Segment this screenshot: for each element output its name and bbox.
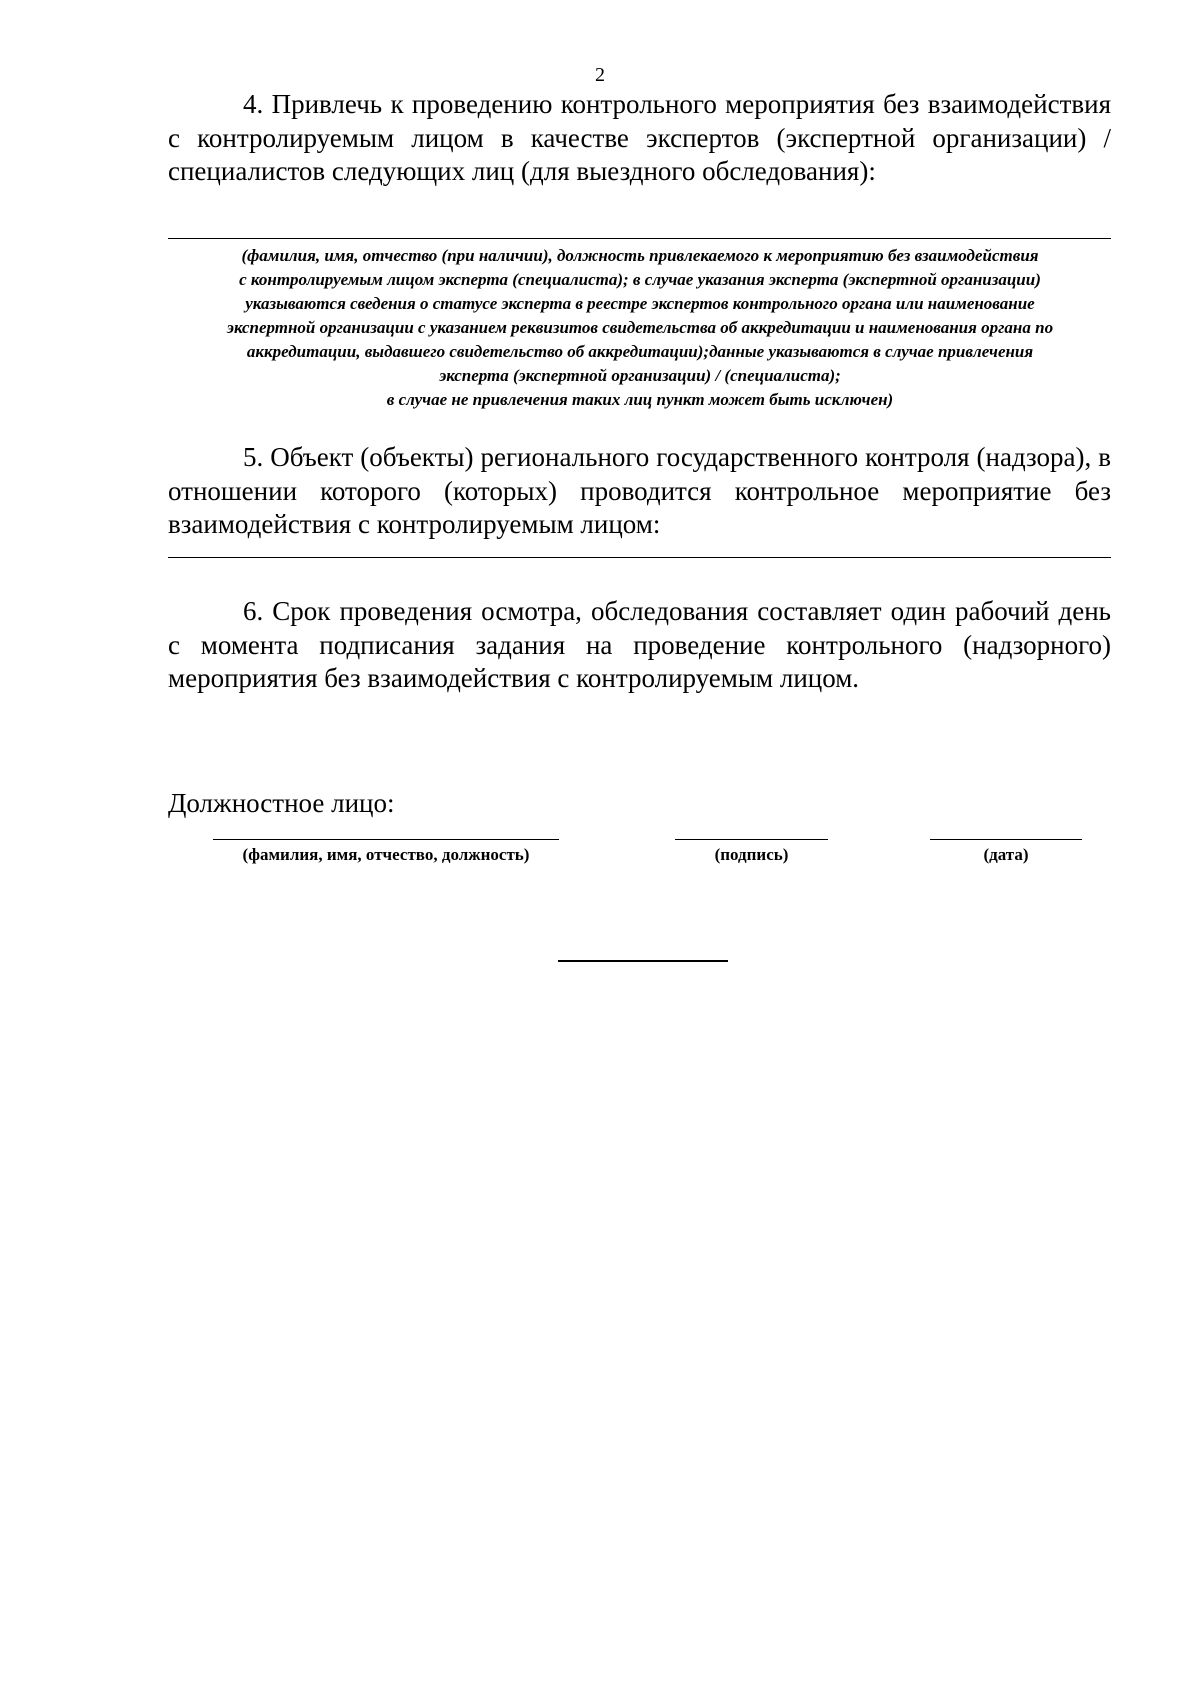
note-line: экспертной организации с указанием реквизитов свидетельства об аккредитации и наименования органа по [226,318,1054,337]
note-line: указываются сведения о статусе эксперта в реестре экспертов контрольного органа или наименование [245,294,1035,313]
section-4-paragraph [168,88,1111,189]
section-6-paragraph [168,595,1111,696]
official-label: Должностное лицо: [168,788,395,818]
page-number: 2 [595,64,605,86]
note-line: эксперта (экспертной организации) / (специалиста); [439,366,841,385]
note-line: с контролируемым лицом эксперта (специалиста); в случае указания эксперта (экспертной организации) [239,270,1041,289]
note-line: в случае не привлечения таких лиц пункт может быть исключен) [386,390,894,409]
signature-caption: (подпись) [714,845,789,864]
section-4-note [160,244,1120,412]
signature-line [675,839,828,840]
note-line: (фамилия, имя, отчество (при наличии), должность привлекаемого к мероприятию без взаимодействия [241,246,1039,265]
section-4-fill-line [168,238,1111,239]
name-caption: (фамилия, имя, отчество, должность) [242,845,530,864]
section-5-fill-line [168,557,1111,558]
section-4-text: 4. Привлечь к проведению контрольного мероприятия без взаимодействия с контролируемым лицом в качестве экспертов (экспертной организации) / специалистов следующих лиц (для выездного обследования): [168,89,1111,186]
date-line [930,839,1082,840]
section-5-text: 5. Объект (объекты) регионального государственного контроля (надзора), в отношении которого (которых) проводится контрольное мероприятие без взаимодействия с контролируемым лицом: [168,442,1111,539]
section-5-paragraph [168,441,1111,542]
name-signature-line [213,839,559,840]
end-divider [558,960,728,962]
section-6-text: 6. Срок проведения осмотра, обследования составляет один рабочий день с момента подписания задания на проведение контрольного (надзорного) мероприятия без взаимодействия с контролируемым лицом. [168,596,1111,693]
note-line: аккредитации, выдавшего свидетельство об аккредитации);данные указываются в случае привлечения [246,342,1034,361]
date-caption: (дата) [983,845,1029,864]
